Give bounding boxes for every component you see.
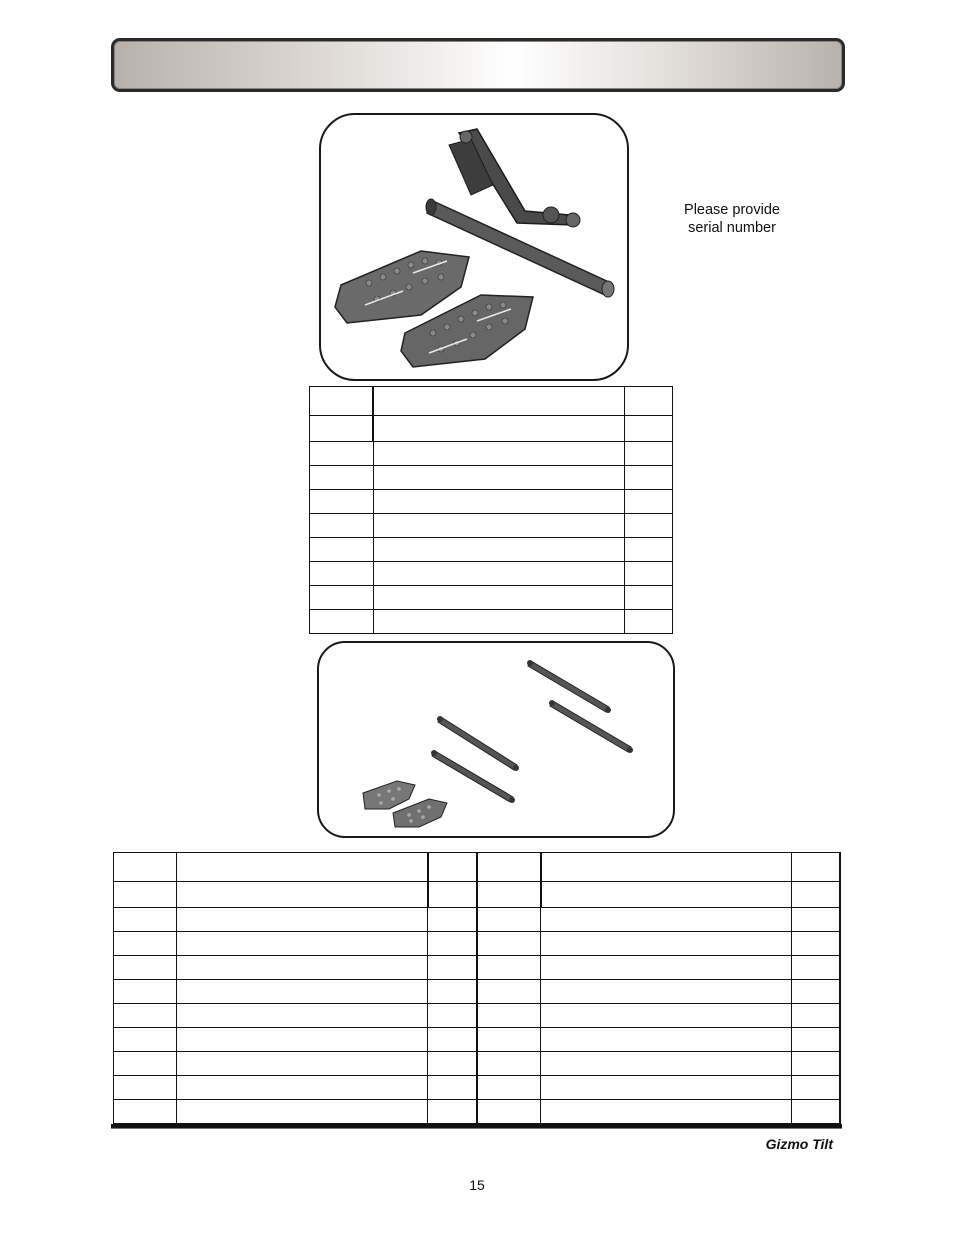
table-header-row (114, 853, 841, 882)
table-row (310, 442, 673, 466)
footplate-rods-photo-frame (317, 641, 675, 838)
table-row (114, 1004, 841, 1028)
parts-table-footplate-assembly (309, 386, 673, 634)
table-row (310, 538, 673, 562)
table-row (310, 466, 673, 490)
footer-rule (111, 1124, 842, 1129)
table-row (310, 610, 673, 634)
table-row (310, 586, 673, 610)
page-number: 15 (469, 1177, 485, 1193)
table-row (114, 908, 841, 932)
table-row (114, 932, 841, 956)
footplate-rods-illustration (319, 643, 673, 836)
table-row (114, 1100, 841, 1124)
table-row (114, 1052, 841, 1076)
note-line-1: Please provide (684, 202, 780, 218)
table-row (310, 514, 673, 538)
table-row (114, 980, 841, 1004)
footer-brand: Gizmo Tilt (765, 1136, 833, 1152)
note-line-2: serial number (688, 220, 776, 236)
footplate-assembly-illustration (321, 115, 627, 379)
table-row (114, 882, 841, 908)
serial-number-note (662, 201, 802, 237)
table-row (114, 1028, 841, 1052)
table-row (114, 956, 841, 980)
table-row (310, 562, 673, 586)
footplate-assembly-photo-frame (319, 113, 629, 381)
table-header-row (310, 387, 673, 416)
table-row (310, 416, 673, 442)
table-row (114, 1076, 841, 1100)
table-row (310, 490, 673, 514)
parts-table-footplate-rods (113, 852, 841, 1124)
section-header-bar (111, 38, 845, 92)
